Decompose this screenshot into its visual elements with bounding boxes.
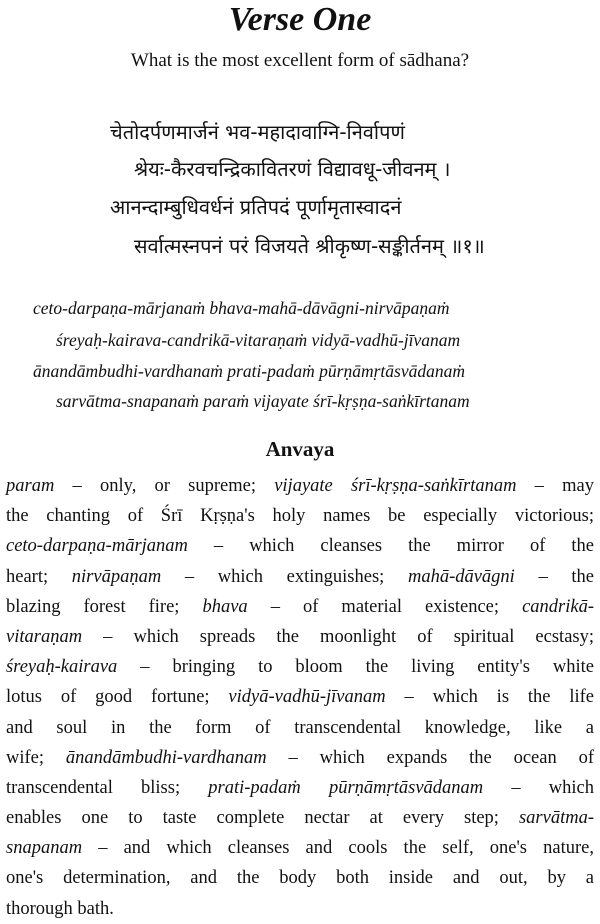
anvaya-line [6, 562, 594, 592]
anvaya-line [6, 743, 594, 773]
anvaya-term: ānandāmbudhi-vardhanam [65, 747, 267, 768]
anvaya-paragraph [6, 471, 594, 924]
anvaya-line [6, 682, 594, 712]
transliteration-line: śreyaḥ-kairava-candrikā-vitaraṇaṁ vidyā-vadhū-jīvanam [56, 330, 461, 350]
anvaya-term: nirvāpaṇam [71, 566, 162, 587]
anvaya-term: ceto-darpaṇa-mārjanam [6, 536, 188, 557]
anvaya-term: snapanam [6, 838, 83, 859]
anvaya-gloss: – may [516, 476, 594, 496]
anvaya-line [6, 471, 594, 501]
anvaya-gloss: – which [483, 777, 595, 798]
anvaya-term: prati-padaṁ pūrṇāmṛtāsvādanam [208, 777, 484, 798]
anvaya-gloss: transcendental bliss; [6, 777, 209, 798]
anvaya-line [6, 863, 594, 893]
anvaya-gloss: wife; [6, 747, 66, 768]
anvaya-term: vidyā-vadhū-jīvanam [228, 687, 386, 708]
anvaya-line [6, 894, 594, 924]
anvaya-gloss: – which spreads the moonlight of spiritual ecstasy; [82, 626, 594, 647]
sanskrit-line: सर्वात्मस्नपनं परं विजयते श्रीकृष्ण-सङ्कीर्तनम् ॥१॥ [134, 234, 485, 258]
anvaya-gloss: – which extinguishes; [161, 566, 408, 587]
anvaya-gloss: – which expands the ocean of [266, 747, 594, 768]
anvaya-line [6, 833, 594, 863]
page-title: Verse One [228, 1, 372, 38]
anvaya-gloss: – bringing to bloom the living entity's white [117, 657, 594, 678]
sanskrit-line: चेतोदर्पणमार्जनं भव-महादावाग्नि-निर्वापणं [110, 120, 405, 144]
anvaya-line [6, 501, 594, 531]
anvaya-gloss: – which is the life [385, 687, 595, 708]
anvaya-gloss: thorough bath. [6, 898, 114, 919]
anvaya-gloss: and soul in the form of transcendental knowledge, like a [6, 717, 594, 738]
anvaya-line [6, 773, 594, 803]
anvaya-line [6, 803, 594, 833]
anvaya-gloss: – the [514, 566, 595, 587]
anvaya-line [6, 713, 594, 743]
anvaya-gloss: one's determination, and the body both inside and out, by a [6, 868, 594, 889]
anvaya-gloss: – which cleanses the mirror of the [187, 536, 594, 557]
transliteration-line: ānandāmbudhi-vardhanaṁ prati-padaṁ pūrṇāmṛtāsvādanaṁ [33, 361, 465, 381]
anvaya-line [6, 622, 594, 652]
anvaya-term: vitaraṇam [6, 626, 83, 647]
anvaya-term: vijayate śrī-kṛṣṇa-saṅkīrtanam [274, 476, 517, 496]
anvaya-gloss: – of material existence; [247, 596, 523, 617]
sanskrit-line: आनन्दाम्बुधिवर्धनं प्रतिपदं पूर्णामृतास्वादनं [110, 195, 402, 219]
anvaya-line [6, 531, 594, 561]
anvaya-gloss: heart; [6, 566, 72, 587]
anvaya-term: śreyaḥ-kairava [6, 657, 118, 678]
anvaya-line [6, 592, 594, 622]
transliteration-line: sarvātma-snapanaṁ paraṁ vijayate śrī-kṛṣṇa-saṅkīrtanam [56, 391, 470, 411]
sanskrit-line: श्रेयः-कैरवचन्द्रिकावितरणं विद्यावधू-जीवनम् । [134, 157, 451, 181]
anvaya-line [6, 652, 594, 682]
section-heading: Anvaya [265, 437, 335, 461]
anvaya-gloss: – and which cleanses and cools the self, one's nature, [82, 838, 594, 859]
transliteration-line: ceto-darpaṇa-mārjanaṁ bhava-mahā-dāvāgni-nirvāpaṇaṁ [33, 298, 450, 318]
anvaya-gloss: enables one to taste complete nectar at every step; [6, 808, 519, 829]
anvaya-term: candrikā- [522, 596, 594, 617]
page-subtitle: What is the most excellent form of sādhana? [130, 50, 470, 71]
anvaya-term: sarvātma- [518, 808, 594, 829]
anvaya-gloss: blazing forest fire; [6, 596, 203, 617]
anvaya-gloss: the chanting of Śrī Kṛṣṇa's holy names be especially victorious; [6, 506, 594, 527]
anvaya-gloss: – only, or supreme; [54, 476, 275, 496]
anvaya-term: mahā-dāvāgni [407, 566, 515, 587]
anvaya-gloss: lotus of good fortune; [6, 687, 229, 708]
anvaya-term: bhava [202, 596, 248, 617]
anvaya-term: param [6, 476, 55, 496]
